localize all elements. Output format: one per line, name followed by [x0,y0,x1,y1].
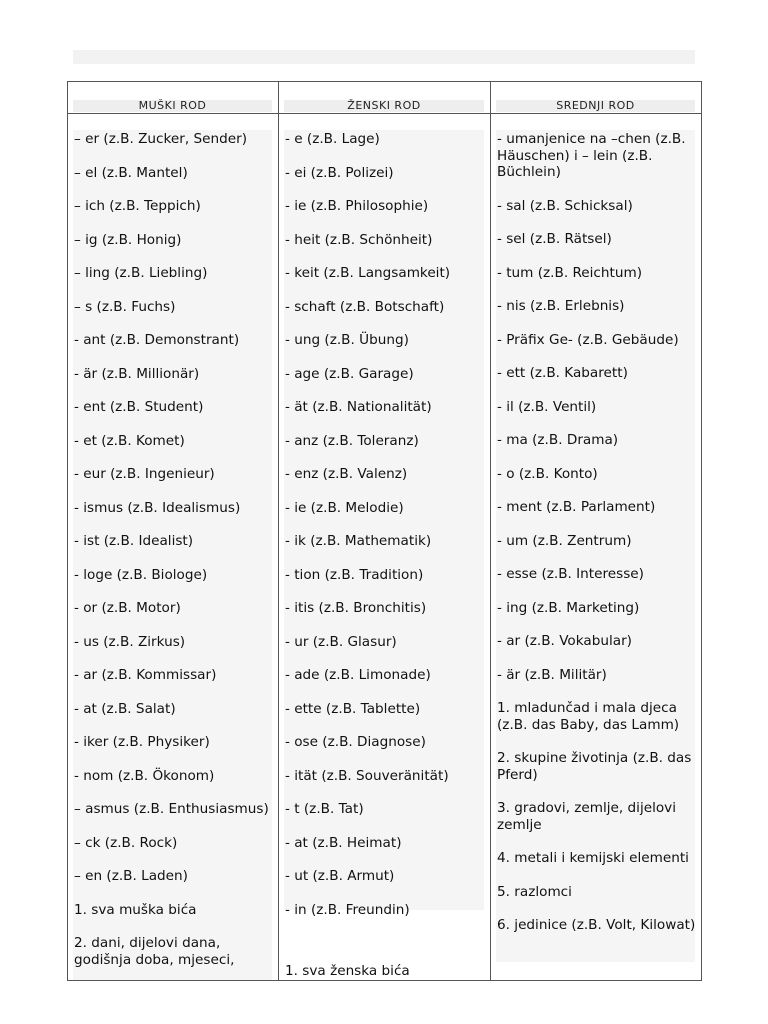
list-item: - itis (z.B. Bronchitis) [285,600,427,616]
list-item: - ant (z.B. Demonstrant) [74,332,240,348]
list-item: 1. mladunčad i mala djeca (z.B. das Baby, das Lamm) [497,700,680,733]
list-item: - um (z.B. Zentrum) [497,532,632,549]
list-item: - age (z.B. Garage) [285,365,414,382]
list-item: - ment (z.B. Parlament) [497,499,656,515]
list-item: 6. jedinice (z.B. Volt, Kilowat) [497,917,696,933]
list-item: - ität (z.B. Souveränität) [285,767,449,784]
list-item: – en (z.B. Laden) [74,868,188,884]
list-item: - heit (z.B. Schönheit) [285,231,433,248]
list-item: - or (z.B. Motor) [74,600,181,616]
list-item: - in (z.B. Freundin) [285,901,410,918]
list-item: - iker (z.B. Physiker) [74,734,210,750]
list-item: - ing (z.B. Marketing) [497,599,640,616]
list-item: 5. razlomci [497,883,572,900]
list-item: – ling (z.B. Liebling) [74,265,208,281]
list-item: - ett (z.B. Kabarett) [497,365,628,381]
list-item: – ich (z.B. Teppich) [74,198,201,214]
list-item: – ig (z.B. Honig) [74,231,182,248]
list-item: - sal (z.B. Schicksal) [497,197,633,214]
list-srednji-rod [497,131,697,951]
list-item: - tum (z.B. Reichtum) [497,264,643,281]
list-item: - et (z.B. Komet) [74,432,185,449]
list-item: - tion (z.B. Tradition) [285,566,424,583]
list-item: - ur (z.B. Glasur) [285,633,397,650]
list-item: - ette (z.B. Tablette) [285,700,421,717]
list-item: 4. metali i kemijski elementi [497,850,689,866]
list-muski-rod [74,131,274,985]
list-item: - ar (z.B. Vokabular) [497,633,632,649]
list-item: – asmus (z.B. Enthusiasmus) [74,801,269,817]
header-muski-rod: MUŠKI ROD [73,100,272,112]
list-item: - ade (z.B. Limonade) [285,667,431,683]
list-item: - är (z.B. Millionär) [74,365,200,382]
list-item: - esse (z.B. Interesse) [497,566,644,582]
header-divider [68,113,701,114]
zenski-note: 1. sva ženska bića [285,963,410,979]
list-item: – ck (z.B. Rock) [74,834,178,851]
header-zenski-rod: ŽENSKI ROD [284,100,484,112]
list-item: - e (z.B. Lage) [285,131,380,147]
list-item: - umanjenice na –chen (z.B. Häuschen) i – lein (z.B. Büchlein) [497,131,686,180]
list-item: - ist (z.B. Idealist) [74,533,194,549]
column-srednji-rod [491,82,701,980]
list-item: 1. sva muška bića [74,901,197,918]
list-item: - eur (z.B. Ingenieur) [74,466,215,482]
list-item: - nis (z.B. Erlebnis) [497,298,625,314]
list-item: - us (z.B. Zirkus) [74,633,186,650]
list-zenski-rod [285,131,486,935]
list-item: - schaft (z.B. Botschaft) [285,298,445,315]
list-item: - sel (z.B. Rätsel) [497,231,612,247]
list-item: - ung (z.B. Übung) [285,332,409,348]
list-item: - enz (z.B. Valenz) [285,466,408,482]
list-item: - t (z.B. Tat) [285,801,364,817]
list-item: - il (z.B. Ventil) [497,398,597,415]
list-item: – el (z.B. Mantel) [74,164,188,181]
list-item: - ut (z.B. Armut) [285,868,395,884]
list-item: - at (z.B. Heimat) [285,834,402,851]
list-item: - ismus (z.B. Idealismus) [74,499,241,516]
gender-suffix-table [67,81,702,981]
list-item: 2. skupine životinja (z.B. das Pferd) [497,750,692,783]
list-item: - ose (z.B. Diagnose) [285,734,426,750]
header-srednji-rod: SREDNJI ROD [496,100,695,112]
list-item: - anz (z.B. Toleranz) [285,432,419,449]
list-item: - ik (z.B. Mathematik) [285,533,432,549]
column-muski-rod [68,82,279,980]
list-item: - ei (z.B. Polizei) [285,164,394,181]
list-item: 3. gradovi, zemlje, dijelovi zemlje [497,800,677,833]
list-item: - är (z.B. Militär) [497,666,607,683]
list-item: - o (z.B. Konto) [497,465,598,482]
list-item: - ie (z.B. Melodie) [285,499,404,516]
list-item: – er (z.B. Zucker, Sender) [74,131,247,147]
list-item: - ie (z.B. Philosophie) [285,198,429,214]
list-item: - keit (z.B. Langsamkeit) [285,265,451,281]
list-item: - Präfix Ge- (z.B. Gebäude) [497,331,679,348]
list-item: - loge (z.B. Biologe) [74,566,208,583]
list-item: 2. dani, dijelovi dana, godišnja doba, mjeseci, [74,935,235,968]
list-item: - ät (z.B. Nationalität) [285,399,432,415]
list-item: - ma (z.B. Drama) [497,432,619,448]
list-item: - ent (z.B. Student) [74,399,204,415]
header-band [73,50,695,64]
list-item: - at (z.B. Salat) [74,700,176,717]
list-item: - ar (z.B. Kommissar) [74,667,217,683]
list-item: - nom (z.B. Ökonom) [74,767,215,784]
list-item: – s (z.B. Fuchs) [74,298,176,315]
column-zenski-rod [279,82,491,980]
